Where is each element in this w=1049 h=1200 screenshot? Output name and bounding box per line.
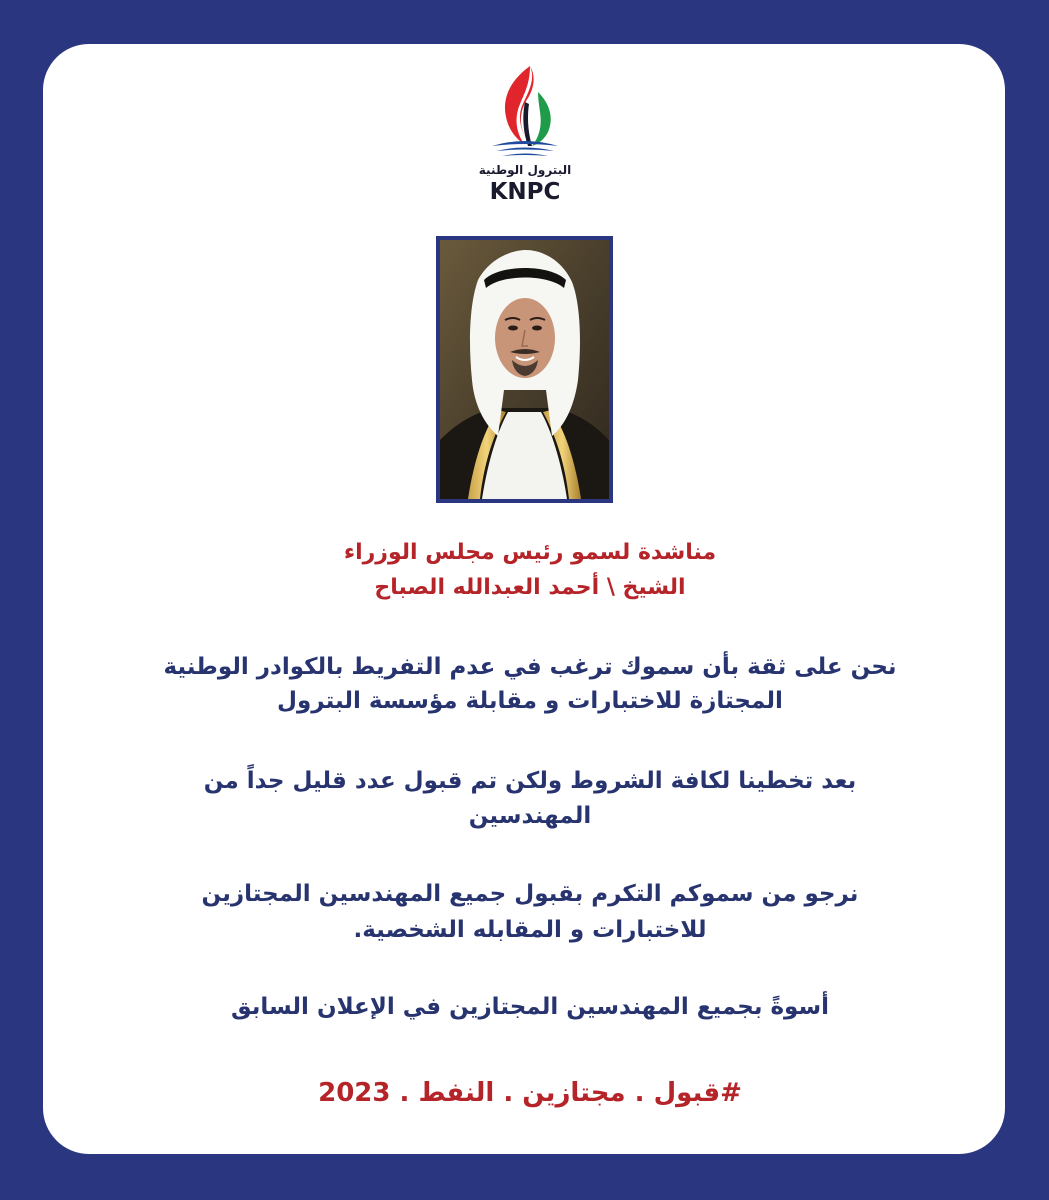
portrait-photo-icon [440, 240, 609, 499]
knpc-logo [478, 62, 572, 208]
logo-arabic-name: البترول الوطنية [478, 163, 572, 177]
heading-line-2: الشيخ \ أحمد العبدالله الصباح [374, 575, 686, 600]
logo-latin-name: KNPC [489, 179, 561, 205]
portrait-photo [436, 236, 613, 503]
flame-logo-icon [478, 62, 572, 162]
paragraph-1-line-1: نحن على ثقة بأن سموك ترغب في عدم التفريط بالكوادر الوطنية [163, 654, 897, 680]
hashtag: #قبول . مجتازين . النفط . 2023 [318, 1078, 742, 1108]
paragraph-2-line-1: بعد تخطينا لكافة الشروط ولكن تم قبول عدد قليل جداً من [203, 768, 857, 794]
paragraph-3-line-1: نرجو من سموكم التكرم بقبول جميع المهندسين المجتازين [201, 881, 859, 907]
paragraph-4-line-1: أسوةً بجميع المهندسين المجتازين في الإعلان السابق [231, 994, 829, 1020]
paragraph-1-line-2: المجتازة للاختبارات و مقابلة مؤسسة البترول [277, 688, 783, 714]
paragraph-3-line-2: للاختبارات و المقابله الشخصية. [353, 917, 707, 943]
paragraph-2-line-2: المهندسين [468, 803, 592, 829]
heading-line-1: مناشدة لسمو رئيس مجلس الوزراء [343, 540, 717, 565]
